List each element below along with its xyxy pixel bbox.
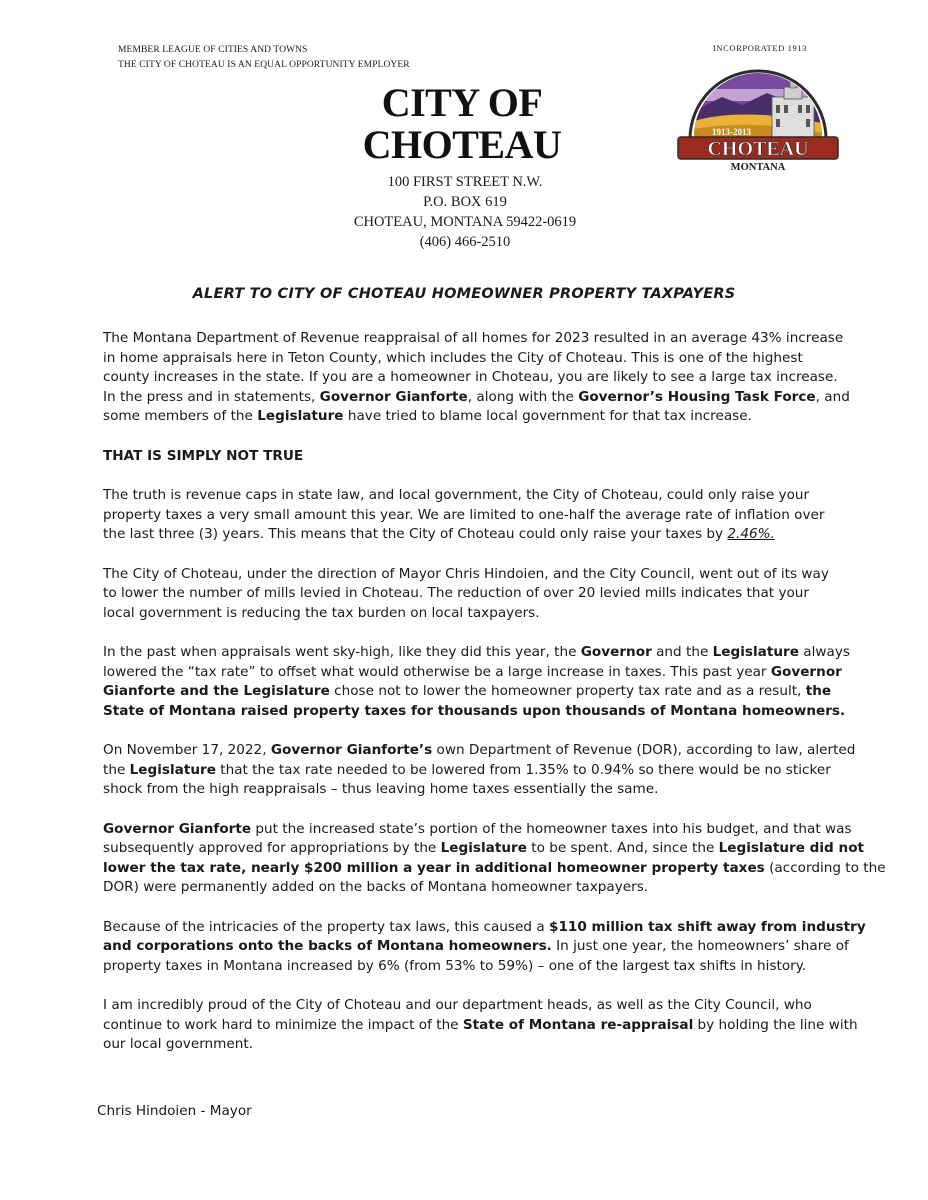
text-line: subsequently approved for appropriations by the Legislature to be spent. And, since the Legislature did not [103, 840, 865, 856]
membership-line: MEMBER LEAGUE OF CITIES AND TOWNS [118, 45, 308, 55]
text-line: county increases in the state. If you are a homeowner in Choteau, you are likely to see a large tax increase. [103, 369, 838, 385]
paragraph-dor-alert [103, 741, 856, 800]
phone-number: (406) 466-2510 [419, 234, 511, 250]
text-line: our local government. [103, 1036, 254, 1052]
text-line: shock from the high reappraisals – thus leaving home taxes essentially the same. [103, 781, 659, 797]
logo-name: CHOTEAU [707, 138, 809, 160]
text-line: In the past when appraisals went sky-high, like they did this year, the Governor and the Legislature always [103, 644, 850, 660]
text-line: I am incredibly proud of the City of Choteau and our department heads, as well as the City Council, who [103, 997, 812, 1013]
letter-body [103, 329, 886, 1075]
text-line: The City of Choteau, under the direction of Mayor Chris Hindoien, and the City Council, went out of its way [103, 565, 829, 582]
paragraph-tax-rate [103, 643, 848, 721]
text-line: the Legislature that the tax rate needed to be lowered from 1.35% to 0.94% so there would be no sticker [103, 761, 831, 778]
text-line: some members of the Legislature have tried to blame local government for that tax increase. [103, 408, 752, 424]
header-notes [118, 43, 410, 73]
text-line: lowered the “tax rate” to offset what would otherwise be a large increase in taxes. This past year Governor [103, 663, 842, 680]
address-street: 100 FIRST STREET N.W. [387, 174, 543, 190]
text-line: On November 17, 2022, Governor Gianforte’s own Department of Revenue (DOR), according to law, alerted [103, 742, 856, 758]
logo-years: 1913-2013 [712, 127, 751, 137]
text-line: continue to work hard to minimize the impact of the State of Montana re-appraisal by holding the line with [103, 1016, 858, 1033]
city-name [352, 82, 572, 166]
paragraph-mills [103, 565, 848, 624]
city-seal-logo [672, 59, 844, 174]
text-line: to lower the number of mills levied in Choteau. The reduction of over 20 levied mills indicates that your [103, 585, 810, 601]
address-block [320, 172, 610, 252]
text-line: DOR) were permanently added on the backs of Montana homeowner taxpayers. [103, 879, 649, 895]
text-line: The truth is revenue caps in state law, and local government, the City of Choteau, could only raise your [103, 487, 810, 503]
paragraph-closing [103, 996, 858, 1055]
logo-state: MONTANA [730, 162, 786, 173]
alert-title: ALERT TO CITY OF CHOTEAU HOMEOWNER PROPERTY TAXPAYERS [192, 286, 736, 302]
employer-line: THE CITY OF CHOTEAU IS AN EQUAL OPPORTUNITY EMPLOYER [118, 60, 410, 70]
text-line: Governor Gianforte put the increased state’s portion of the homeowner taxes into his budget, and that was [103, 820, 852, 837]
text-line: and corporations onto the backs of Montana homeowners. In just one year, the homeowners’ share of [103, 938, 849, 954]
city-name-line2: CHOTEAU [362, 122, 562, 167]
text-line: Gianforte and the Legislature chose not to lower the homeowner property tax rate and as a result, the [103, 683, 832, 699]
paragraph-not-true [103, 447, 848, 467]
paragraph-budget [103, 820, 886, 898]
paragraph-tax-shift [103, 918, 866, 977]
not-true-heading: THAT IS SIMPLY NOT TRUE [103, 447, 304, 464]
text-line: Because of the intricacies of the property tax laws, this caused a $110 million tax shift away from industry [103, 918, 866, 935]
text-line: lower the tax rate, nearly $200 million a year in additional homeowner property taxes (according to the [103, 859, 886, 876]
text-line: In the press and in statements, Governor Gianforte, along with the Governor’s Housing Task Force, and [103, 388, 850, 405]
paragraph-revenue-caps [103, 486, 848, 545]
text-line: local government is reducing the tax burden on local taxpayers. [103, 604, 540, 621]
text-line: property taxes in Montana increased by 6% (from 53% to 59%) – one of the largest tax shifts in history. [103, 957, 807, 974]
text-line: property taxes a very small amount this year. We are limited to one-half the average rate of inflation over [103, 506, 825, 523]
text-line: the last three (3) years. This means that the City of Choteau could only raise your taxes by 2.46%. [103, 526, 775, 542]
paragraph-reappraisal [103, 329, 848, 427]
address-po-box: P.O. BOX 619 [423, 194, 507, 210]
incorporated-label: INCORPORATED 1913 [712, 43, 808, 53]
text-line: State of Montana raised property taxes for thousands upon thousands of Montana homeowners. [103, 702, 846, 719]
text-line: The Montana Department of Revenue reappraisal of all homes for 2023 resulted in an average 43% increase [103, 330, 844, 346]
text-line: in home appraisals here in Teton County, which includes the City of Choteau. This is one of the highest [103, 349, 803, 366]
address-city: CHOTEAU, MONTANA 59422-0619 [353, 214, 577, 230]
city-name-line1: CITY OF [381, 80, 543, 125]
signature: Chris Hindoien - Mayor [97, 1103, 252, 1119]
